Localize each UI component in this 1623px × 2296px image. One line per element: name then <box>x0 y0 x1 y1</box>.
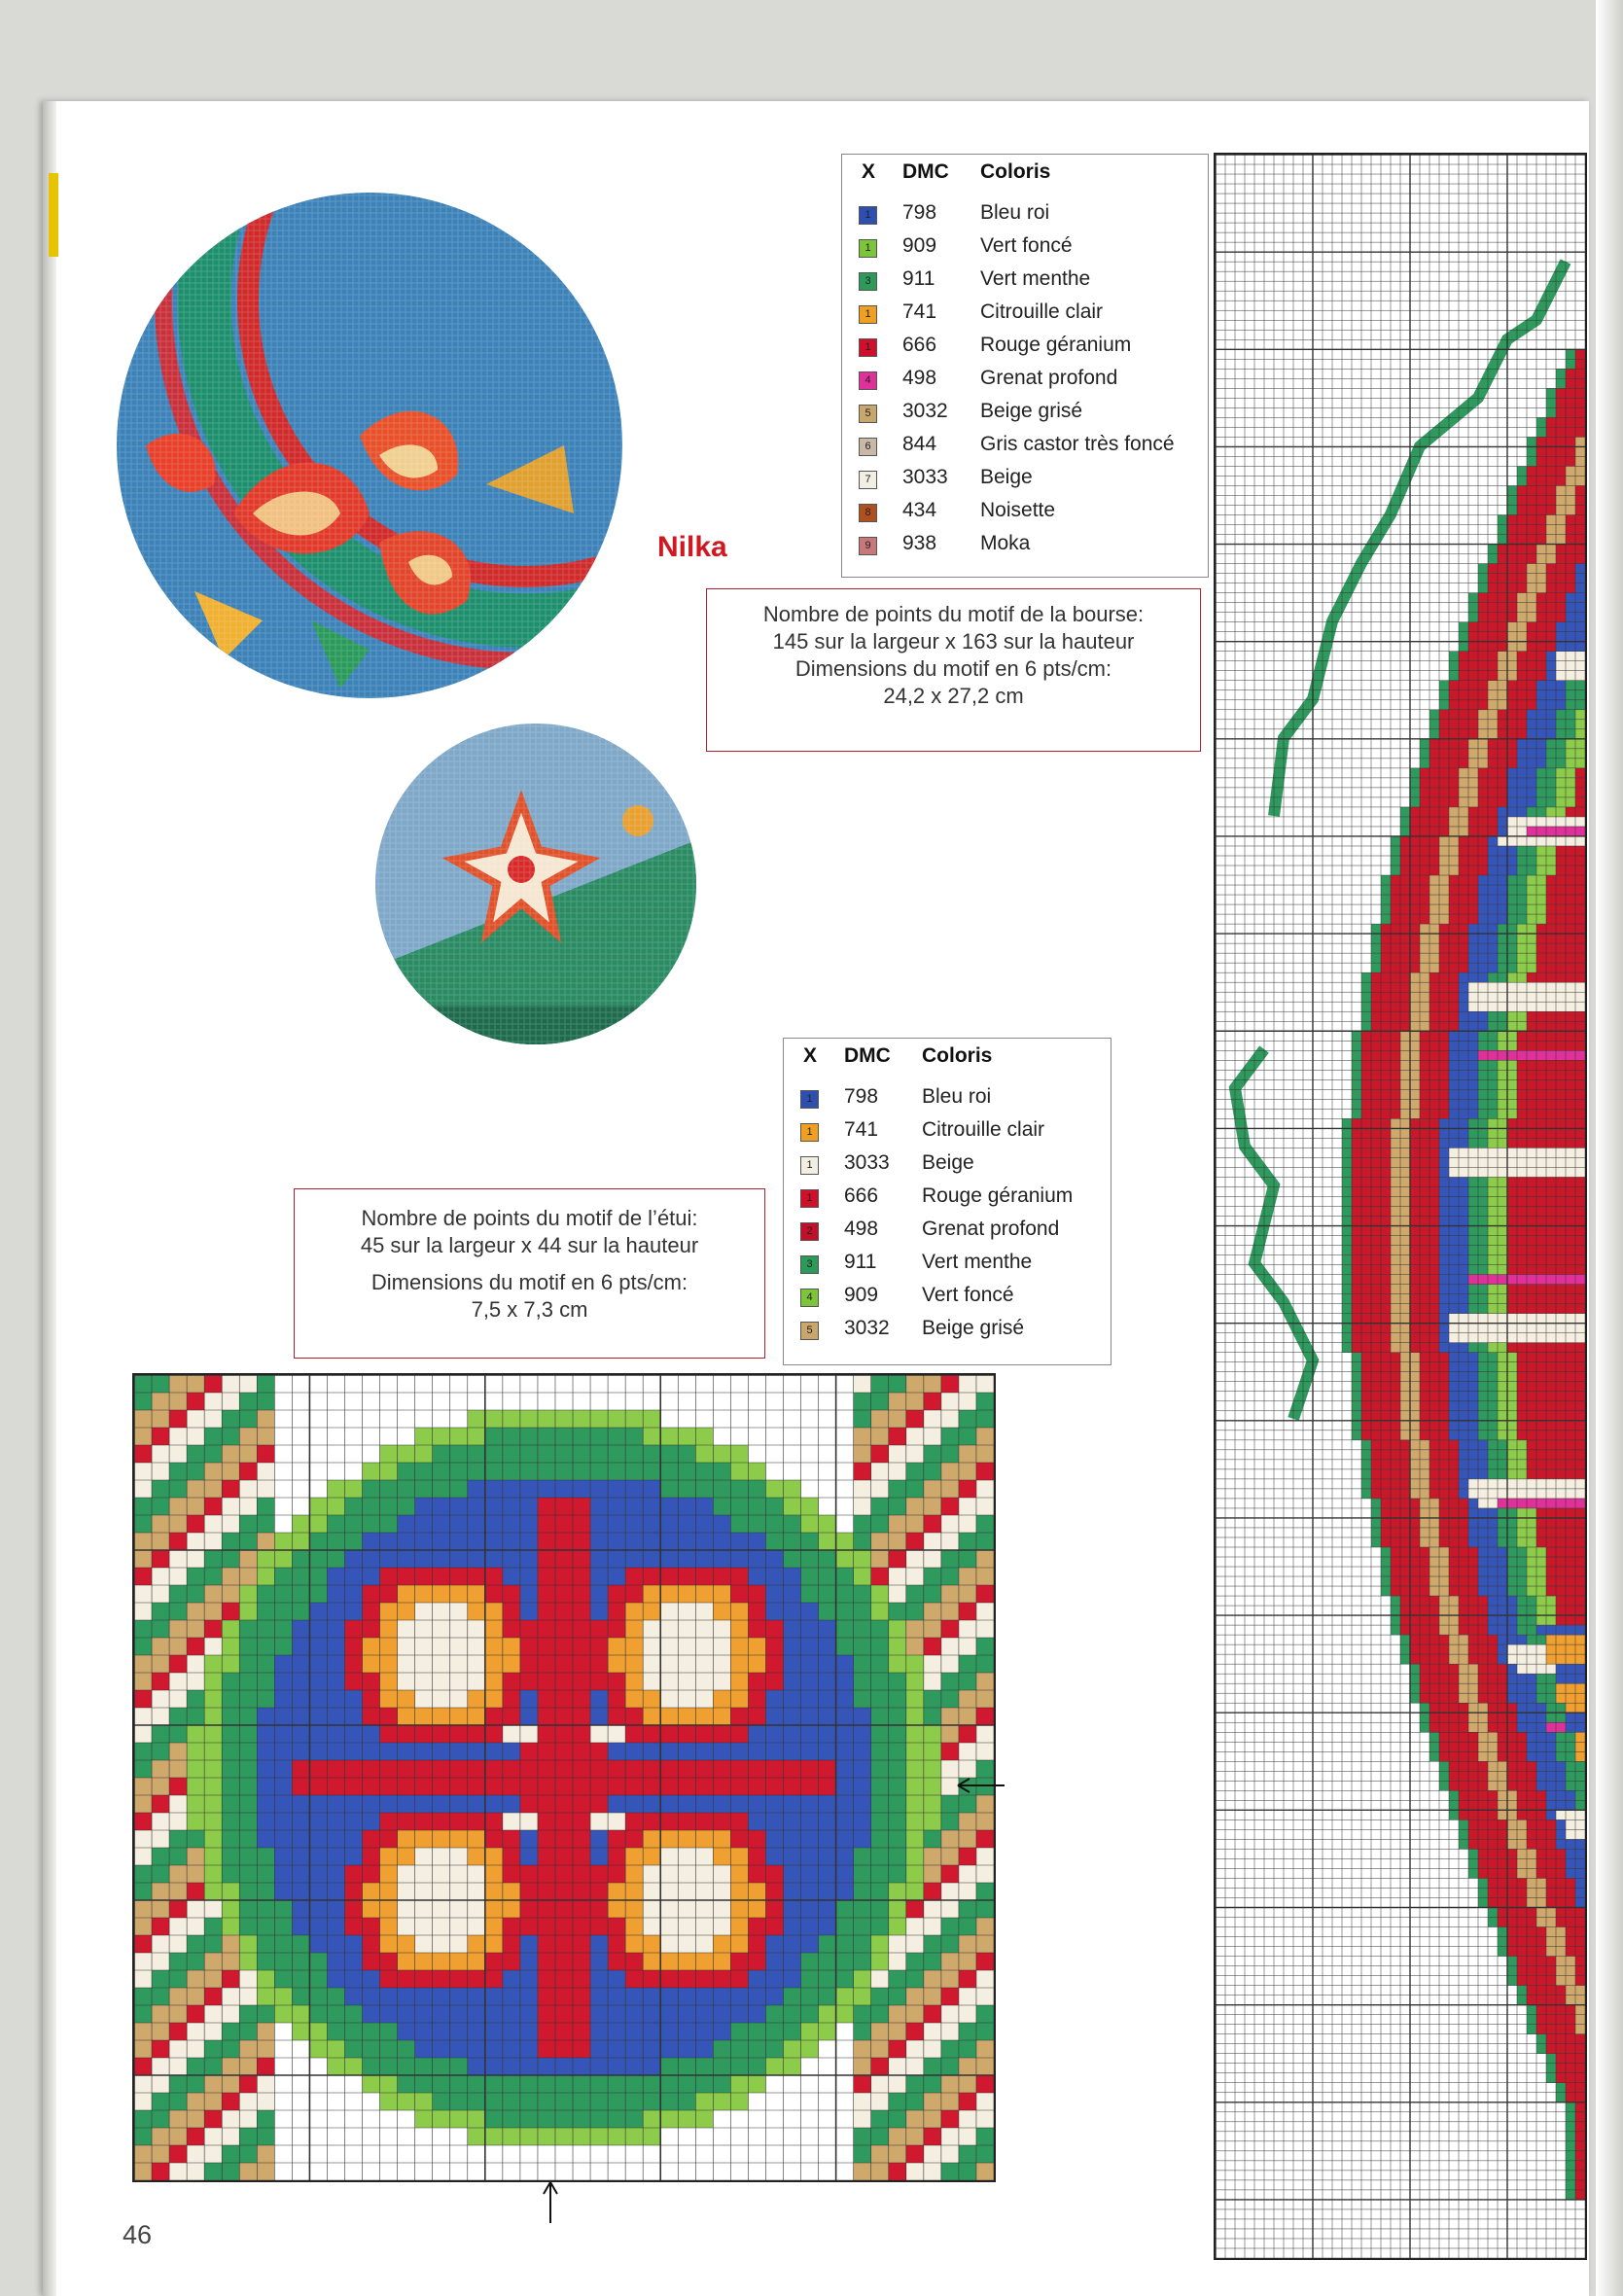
color-name: Citrouille clair <box>980 300 1104 323</box>
legend-row <box>842 299 1208 332</box>
dmc-code: 741 <box>902 300 937 323</box>
legend-row <box>842 530 1208 563</box>
purse-info-line4: 24,2 x 27,2 cm <box>883 684 1024 708</box>
purse-info-line2: 145 sur la largeur x 163 sur la hauteur <box>772 629 1135 653</box>
dmc-code: 3033 <box>902 466 948 488</box>
color-name: Moka <box>980 532 1031 554</box>
right-page-edge <box>1596 0 1623 2296</box>
color-name: Bleu roi <box>980 201 1050 224</box>
page-number: 46 <box>123 2220 153 2249</box>
legend-header-colors: Coloris <box>922 1044 993 1067</box>
color-swatch: 1 <box>859 338 877 357</box>
legend-row <box>784 1149 1111 1183</box>
color-swatch: 1 <box>800 1123 819 1142</box>
color-name: Vert menthe <box>980 267 1091 290</box>
color-name: Grenat profond <box>980 367 1118 389</box>
purse-cross-stitch-chart <box>1214 153 1587 2260</box>
legend-row <box>784 1116 1111 1149</box>
legend-row <box>842 232 1208 265</box>
color-swatch: 7 <box>859 471 877 489</box>
color-swatch: 4 <box>800 1289 819 1307</box>
color-name: Grenat profond <box>922 1218 1060 1240</box>
purse-photo <box>117 193 622 698</box>
color-name: Beige grisé <box>922 1317 1025 1339</box>
case-stitch-info <box>294 1188 765 1359</box>
dmc-code: 911 <box>844 1251 877 1273</box>
case-cross-stitch-chart <box>132 1373 996 2182</box>
color-swatch: 6 <box>859 438 877 456</box>
legend-row <box>784 1249 1111 1282</box>
color-swatch: 5 <box>859 405 877 423</box>
color-name: Rouge géranium <box>922 1184 1074 1207</box>
case-info-line2: 45 sur la largeur x 44 sur la hauteur <box>360 1233 699 1257</box>
color-swatch: 1 <box>800 1090 819 1109</box>
color-swatch: 5 <box>800 1322 819 1340</box>
case-color-legend <box>783 1038 1111 1365</box>
color-swatch: 2 <box>800 1222 819 1241</box>
dmc-code: 3032 <box>844 1317 890 1339</box>
purse-stitch-info <box>706 588 1201 752</box>
color-swatch: 9 <box>859 537 877 555</box>
legend-row <box>842 398 1208 431</box>
color-name: Vert menthe <box>922 1251 1033 1273</box>
legend-row <box>842 431 1208 464</box>
color-swatch: 1 <box>800 1156 819 1175</box>
dmc-code: 798 <box>902 201 937 224</box>
color-swatch: 8 <box>859 504 877 522</box>
designer-name: Nilka <box>657 531 727 563</box>
case-photo <box>375 724 696 1044</box>
purse-info-line3: Dimensions du motif en 6 pts/cm: <box>794 656 1112 681</box>
dmc-code: 741 <box>844 1118 879 1141</box>
color-name: Noisette <box>980 499 1056 521</box>
purse-color-legend <box>841 154 1209 578</box>
dmc-code: 911 <box>902 267 935 290</box>
legend-header-dmc: DMC <box>902 160 949 183</box>
color-name: Vert foncé <box>980 234 1073 257</box>
dmc-code: 909 <box>902 234 937 257</box>
color-swatch: 1 <box>800 1189 819 1208</box>
legend-row <box>842 332 1208 365</box>
color-name: Rouge géranium <box>980 334 1132 356</box>
dmc-code: 666 <box>902 334 937 356</box>
dmc-code: 798 <box>844 1085 879 1108</box>
color-name: Citrouille clair <box>922 1118 1045 1141</box>
legend-row <box>842 365 1208 398</box>
color-swatch: 4 <box>859 371 877 390</box>
color-swatch: 1 <box>859 305 877 324</box>
legend-header-colors: Coloris <box>980 160 1051 183</box>
legend-row <box>784 1183 1111 1216</box>
color-name: Beige grisé <box>980 400 1083 422</box>
legend-row <box>842 464 1208 497</box>
legend-row <box>784 1315 1111 1348</box>
legend-row <box>842 497 1208 530</box>
color-swatch: 3 <box>800 1255 819 1274</box>
color-name: Beige <box>980 466 1033 488</box>
center-arrow-bottom <box>541 2176 560 2225</box>
page-spine <box>43 101 56 2296</box>
color-swatch: 1 <box>859 206 877 225</box>
color-name: Bleu roi <box>922 1085 992 1108</box>
dmc-code: 844 <box>902 433 937 455</box>
dmc-code: 938 <box>902 532 937 554</box>
legend-row <box>784 1083 1111 1116</box>
color-name: Beige <box>922 1151 974 1174</box>
case-info-line3: Dimensions du motif en 6 pts/cm: <box>370 1270 688 1294</box>
dmc-code: 3032 <box>902 400 948 422</box>
dmc-code: 666 <box>844 1184 879 1207</box>
dmc-code: 3033 <box>844 1151 890 1174</box>
dmc-code: 498 <box>902 367 937 389</box>
dmc-code: 909 <box>844 1284 879 1306</box>
purse-info-line1: Nombre de points du motif de la bourse: <box>762 602 1145 626</box>
color-swatch: 3 <box>859 272 877 291</box>
color-swatch: 1 <box>859 239 877 258</box>
legend-row <box>784 1282 1111 1315</box>
legend-row <box>842 199 1208 232</box>
color-name: Gris castor très foncé <box>980 433 1175 455</box>
legend-header-symbol: X <box>803 1044 818 1067</box>
color-name: Vert foncé <box>922 1284 1014 1306</box>
case-info-line4: 7,5 x 7,3 cm <box>471 1297 588 1322</box>
center-arrow-right <box>948 1776 1006 1795</box>
legend-row <box>842 265 1208 299</box>
dmc-code: 434 <box>902 499 937 521</box>
legend-header-symbol: X <box>862 160 876 183</box>
dmc-code: 498 <box>844 1218 879 1240</box>
page-tab-marker <box>49 173 58 257</box>
case-info-line1: Nombre de points du motif de l’étui: <box>361 1206 698 1230</box>
legend-row <box>784 1216 1111 1249</box>
legend-header-dmc: DMC <box>844 1044 891 1067</box>
